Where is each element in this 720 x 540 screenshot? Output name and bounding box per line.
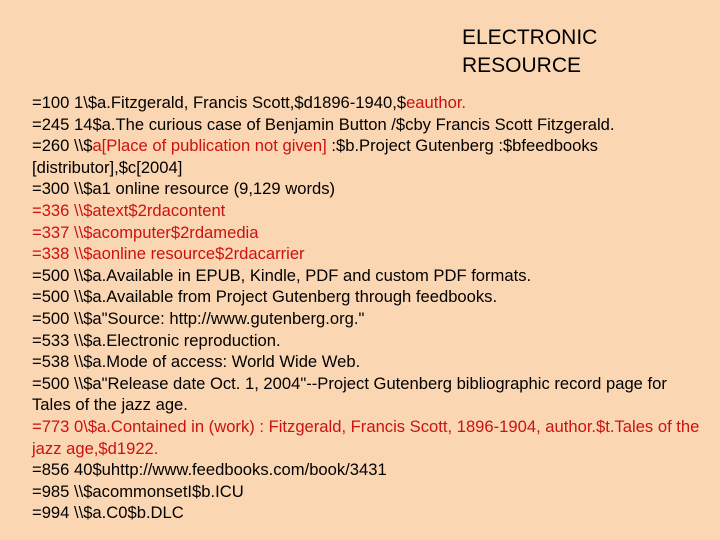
marc-field-text-highlighted: =337 \\$acomputer$2rdamedia	[32, 222, 259, 242]
marc-field-line	[32, 373, 702, 416]
marc-field-line	[32, 243, 702, 265]
marc-field-text: =500 \\$a.Available from Project Gutenberg through feedbooks.	[32, 287, 498, 307]
marc-field-line	[32, 286, 702, 308]
marc-field-text-highlighted: =336 \\$atext$2rdacontent	[32, 200, 226, 220]
marc-field-line	[32, 459, 702, 481]
marc-field-line	[32, 416, 702, 459]
slide-title-line-2: RESOURCE	[462, 54, 582, 77]
marc-field-line	[32, 481, 702, 503]
marc-field-line	[32, 135, 702, 178]
marc-field-line	[32, 114, 702, 136]
marc-field-text: =985 \\$acommonsetI$b.ICU	[32, 481, 244, 501]
marc-field-text: =500 \\$a"Release date Oct. 1, 2004"--Project Gutenberg bibliographic record page for Tales of the jazz age.	[32, 373, 667, 415]
marc-field-line	[32, 178, 702, 200]
marc-field-text: =856 40$uhttp://www.feedbooks.com/book/3431	[32, 460, 387, 480]
marc-field-line	[32, 265, 702, 287]
marc-field-text: =260 \\$	[32, 136, 93, 156]
marc-field-text-highlighted: a[Place of publication not given]	[92, 136, 327, 156]
marc-field-text: =538 \\$a.Mode of access: World Wide Web.	[32, 352, 361, 372]
marc-field-text-highlighted: =773 0\$a.Contained in (work) : Fitzgerald, Francis Scott, 1896-1904, author.$t.Tales of the jazz age,$d1922.	[32, 416, 700, 458]
marc-field-text-highlighted: =338 \\$aonline resource$2rdacarrier	[32, 244, 305, 264]
marc-field-text: :$b.Project Gutenberg :$bfeedbooks [distributor],$c[2004]	[32, 136, 598, 177]
marc-field-text: =994 \\$a.C0$b.DLC	[32, 503, 184, 523]
marc-field-line	[32, 502, 702, 524]
slide-title-line-1: ELECTRONIC	[462, 26, 598, 49]
marc-field-text: =533 \\$a.Electronic reproduction.	[32, 330, 281, 350]
marc-field-line	[32, 330, 702, 352]
marc-field-line	[32, 222, 702, 244]
marc-field-line	[32, 200, 702, 222]
marc-field-line	[32, 308, 702, 330]
marc-field-text: =500 \\$a"Source: http://www.gutenberg.org."	[32, 308, 365, 328]
slide-title	[462, 24, 597, 80]
marc-field-text-highlighted: eauthor.	[406, 93, 467, 112]
marc-field-line	[32, 92, 702, 114]
marc-record-list	[32, 92, 702, 524]
marc-field-line	[32, 351, 702, 373]
marc-field-text: =245 14$a.The curious case of Benjamin Button /$cby Francis Scott Fitzgerald.	[32, 114, 615, 134]
marc-field-text: =300 \\$a1 online resource (9,129 words)	[32, 179, 336, 199]
marc-field-text: =500 \\$a.Available in EPUB, Kindle, PDF and custom PDF formats.	[32, 265, 532, 285]
marc-field-text: =100 1\$a.Fitzgerald, Francis Scott,$d1896-1940,$	[32, 93, 407, 112]
